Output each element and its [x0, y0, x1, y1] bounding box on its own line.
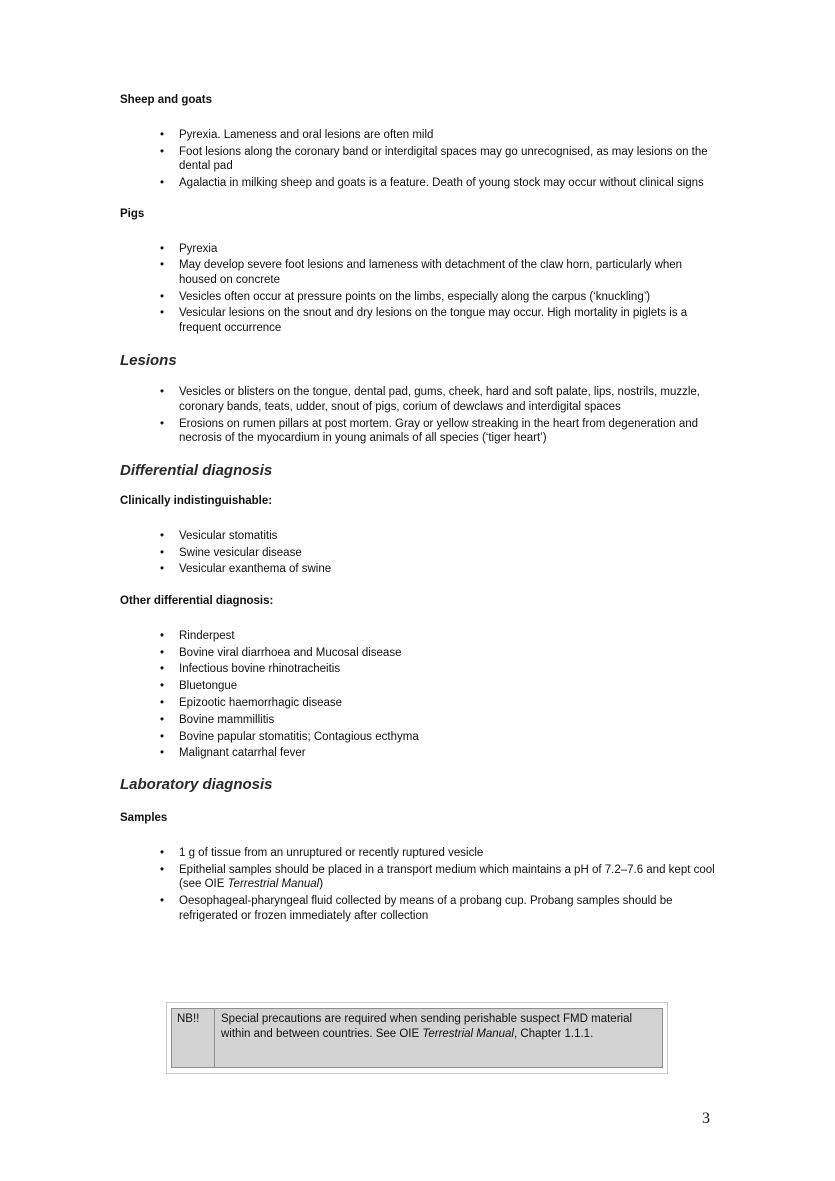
list-sheep-goats: [120, 128, 720, 191]
heading-samples: Samples: [120, 811, 168, 824]
section-title-lesions: Lesions: [120, 352, 177, 370]
note-text: [215, 1009, 662, 1067]
list-item: • Rinderpest: [120, 629, 720, 644]
heading-other-differential: Other differential diagnosis:: [120, 594, 274, 607]
page-number: 3: [702, 1110, 710, 1127]
list-item: • Bovine mammillitis: [120, 713, 720, 728]
list-item: • Epizootic haemorrhagic disease: [120, 696, 720, 711]
list-item: • Foot lesions along the coronary band or interdigital spaces may go unrecognised, as may lesions on the dental pad: [120, 145, 720, 174]
list-item: • Vesicular exanthema of swine: [120, 562, 720, 577]
heading-clinically-indistinguishable: Clinically indistinguishable:: [120, 494, 273, 507]
list-item: • Bovine papular stomatitis; Contagious ecthyma: [120, 730, 720, 745]
list-item: [120, 863, 720, 892]
list-item: • Infectious bovine rhinotracheitis: [120, 662, 720, 677]
list-item: • May develop severe foot lesions and lameness with detachment of the claw horn, particularly when housed on concrete: [120, 258, 720, 287]
list-item: • Vesicles often occur at pressure points on the limbs, especially along the carpus (‘knuckling’): [120, 290, 720, 305]
list-item: • Vesicles or blisters on the tongue, dental pad, gums, cheek, hard and soft palate, lips, nostrils, muzzle, coronary bands, teats, udder, snout of pigs, corium of dewclaws and interdigital spaces: [120, 385, 720, 414]
list-item: • Erosions on rumen pillars at post mortem. Gray or yellow streaking in the heart from degeneration and necrosis of the myocardium in young animals of all species (‘tiger heart’): [120, 417, 720, 446]
list-lesions: [120, 385, 720, 445]
list-item: • Swine vesicular disease: [120, 546, 720, 561]
note-text-start: Special precautions are required when sending perishable suspect FMD material within and between countries. See OIE: [221, 1013, 633, 1040]
section-title-laboratory: Laboratory diagnosis: [120, 775, 273, 793]
note-box: [166, 1002, 668, 1074]
list-item: • Oesophageal-pharyngeal fluid collected by means of a probang cup. Probang samples should be refrigerated or frozen immediately after collection: [120, 894, 720, 923]
list-item: • Agalactia in milking sheep and goats is a feature. Death of young stock may occur without clinical signs: [120, 176, 720, 191]
manual-reference: Terrestrial Manual: [422, 1027, 514, 1040]
item-text: ): [319, 878, 324, 891]
item-text: Epithelial samples should be placed in a transport medium which maintains a pH of 7.2–7.6 and kept cool (see OIE: [179, 863, 715, 891]
list-item: • Vesicular lesions on the snout and dry lesions on the tongue may occur. High mortality in piglets is a frequent occurrence: [120, 306, 720, 335]
list-item: • 1 g of tissue from an unruptured or recently ruptured vesicle: [120, 846, 720, 861]
list-pigs: [120, 242, 720, 336]
list-item: • Bovine viral diarrhoea and Mucosal disease: [120, 646, 720, 661]
list-other-differential: [120, 629, 720, 761]
list-item: • Vesicular stomatitis: [120, 529, 720, 544]
page-content: [120, 92, 720, 925]
note-label: NB!!: [172, 1009, 215, 1067]
manual-reference: Terrestrial Manual: [227, 878, 320, 891]
list-item: • Pyrexia: [120, 242, 720, 257]
heading-sheep-goats: Sheep and goats: [120, 94, 213, 106]
note-table: [171, 1008, 663, 1068]
list-samples: [120, 846, 720, 923]
list-item: • Bluetongue: [120, 679, 720, 694]
note-text-end: , Chapter 1.1.1.: [514, 1027, 594, 1040]
heading-pigs: Pigs: [120, 207, 145, 220]
list-item: • Pyrexia. Lameness and oral lesions are often mild: [120, 128, 720, 143]
section-title-differential: Differential diagnosis: [120, 461, 273, 479]
list-item: • Malignant catarrhal fever: [120, 746, 720, 761]
list-clinically-indistinguishable: [120, 529, 720, 577]
